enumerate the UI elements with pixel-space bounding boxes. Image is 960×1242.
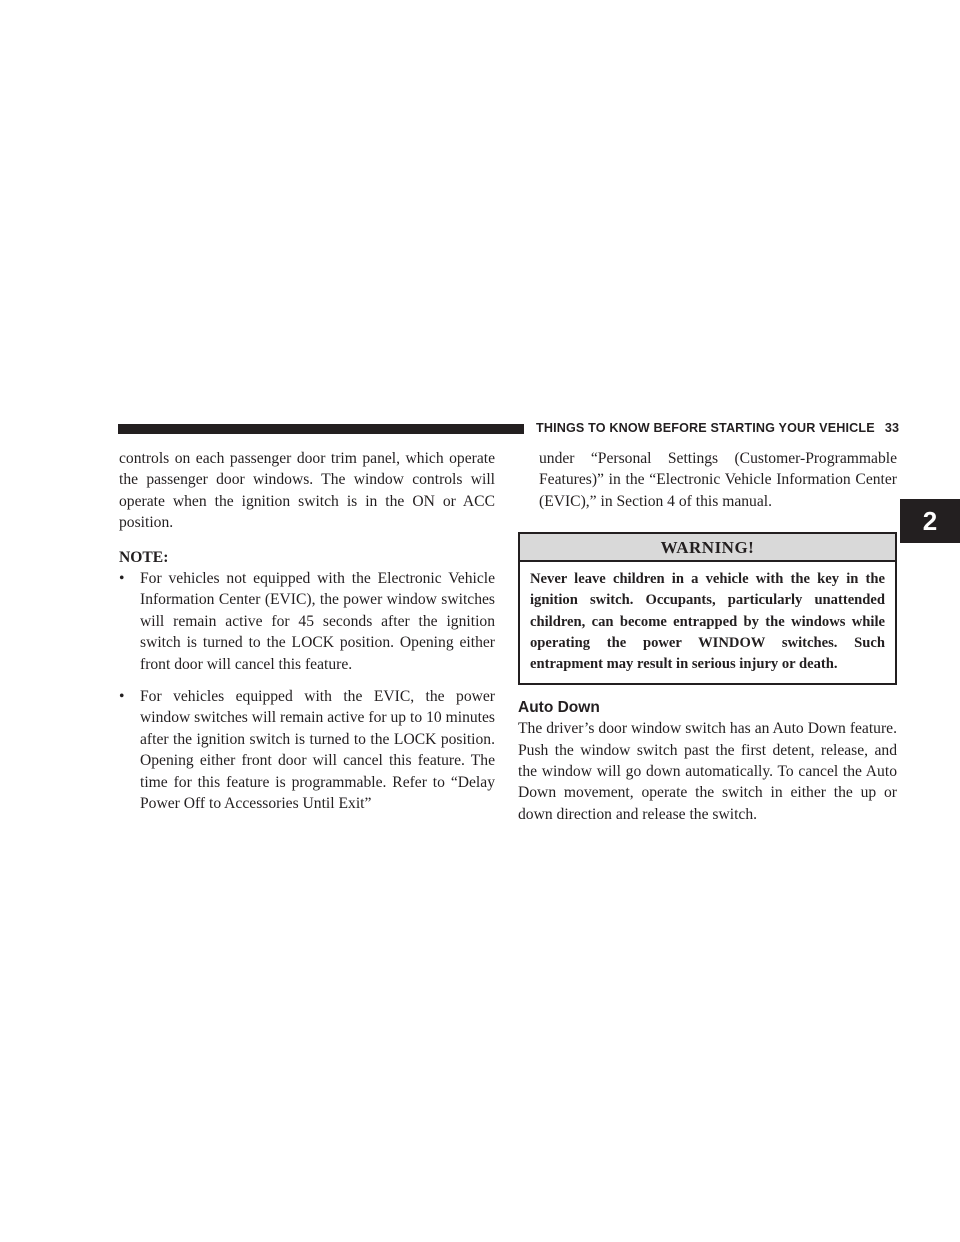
warning-text: Never leave children in a vehicle with the key in the ignition switch. Occupants, particularly unattended children, can become entrapped by the windows while operating the power WINDOW switches. Such entrapment may result in serious injury or death.: [530, 571, 885, 673]
header-title: THINGS TO KNOW BEFORE STARTING YOUR VEHICLE: [536, 421, 875, 435]
section-body: The driver’s door window switch has an Auto Down feature. Push the window switch past the first detent, release, and the window will go down automatically. To cancel the Auto Down movement, operate the switch in either the up or down direction and release the switch.: [518, 720, 897, 823]
note-bullet-item: [119, 568, 495, 675]
section-heading: Auto Down: [518, 699, 600, 717]
right-column: [518, 448, 897, 825]
continuation-paragraph: under “Personal Settings (Customer-Programmable Features)” in the “Electronic Vehicle Information Center (EVIC),” in Section 4 of this manual.: [539, 450, 897, 510]
warning-title: WARNING!: [520, 534, 895, 562]
note-bullet-text: For vehicles not equipped with the Electronic Vehicle Information Center (EVIC), the power window switches will remain active for 45 seconds after the ignition switch is turned to the LOCK position. Opening either front door will cancel this feature.: [140, 570, 495, 673]
note-bullet-item: [119, 686, 495, 814]
note-bullet-list: [119, 568, 495, 814]
left-column: [119, 448, 495, 826]
warning-box: [518, 532, 897, 685]
running-header: [536, 421, 906, 435]
intro-paragraph: controls on each passenger door trim panel, which operate the passenger door windows. The window controls will operate when the ignition switch is in the ON or ACC position.: [119, 450, 495, 532]
note-label: NOTE:: [119, 548, 169, 566]
header-rule: [118, 424, 524, 434]
chapter-tab: 2: [900, 499, 960, 543]
page-number: 33: [884, 421, 900, 435]
bullet-icon: •: [119, 688, 125, 706]
note-bullet-text: For vehicles equipped with the EVIC, the power window switches will remain active for up to 10 minutes after the ignition switch is turned to the LOCK position. Opening either front door will cancel this feature. The time for this feature is programmable. Refer to “Delay Power Off to Accessories Until Exit”: [140, 688, 495, 813]
bullet-icon: •: [119, 570, 125, 588]
